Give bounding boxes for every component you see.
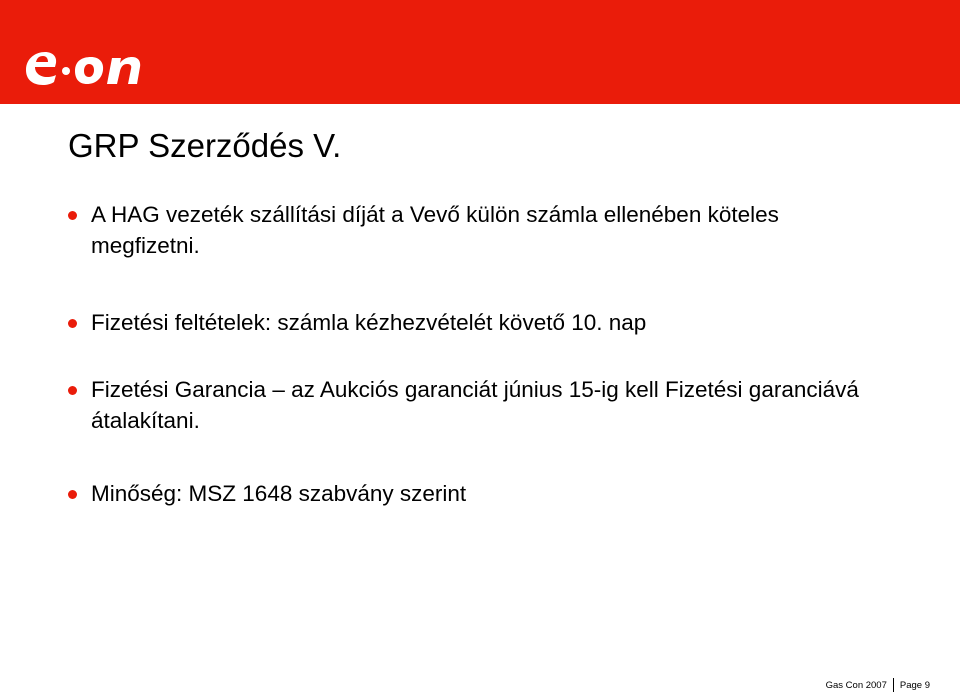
header-bar — [0, 0, 960, 104]
bullet-dot-icon — [68, 386, 77, 395]
footer-divider — [893, 678, 894, 692]
eon-logo — [22, 44, 152, 88]
bullet-text: Fizetési feltételek: számla kézhezvételét követő 10. nap — [91, 310, 647, 335]
slide-title: GRP Szerződés V. — [68, 127, 342, 164]
footer-event: Gas Con 2007 — [825, 679, 887, 691]
bullet-text: Minőség: MSZ 1648 szabvány szerint — [91, 481, 467, 506]
bullet-text: Fizetési Garancia – az Aukciós garanciát június 15-ig kell Fizetési garanciává átalakítani. — [91, 377, 859, 433]
bullet-dot-icon — [68, 490, 77, 499]
bullet-dot-icon — [68, 319, 77, 328]
footer-page-number: Page 9 — [899, 679, 930, 691]
bullet-dot-icon — [68, 211, 77, 220]
bullet-text: A HAG vezeték szállítási díját a Vevő külön számla ellenében köteles megfizetni. — [91, 202, 779, 258]
footer — [826, 676, 930, 694]
